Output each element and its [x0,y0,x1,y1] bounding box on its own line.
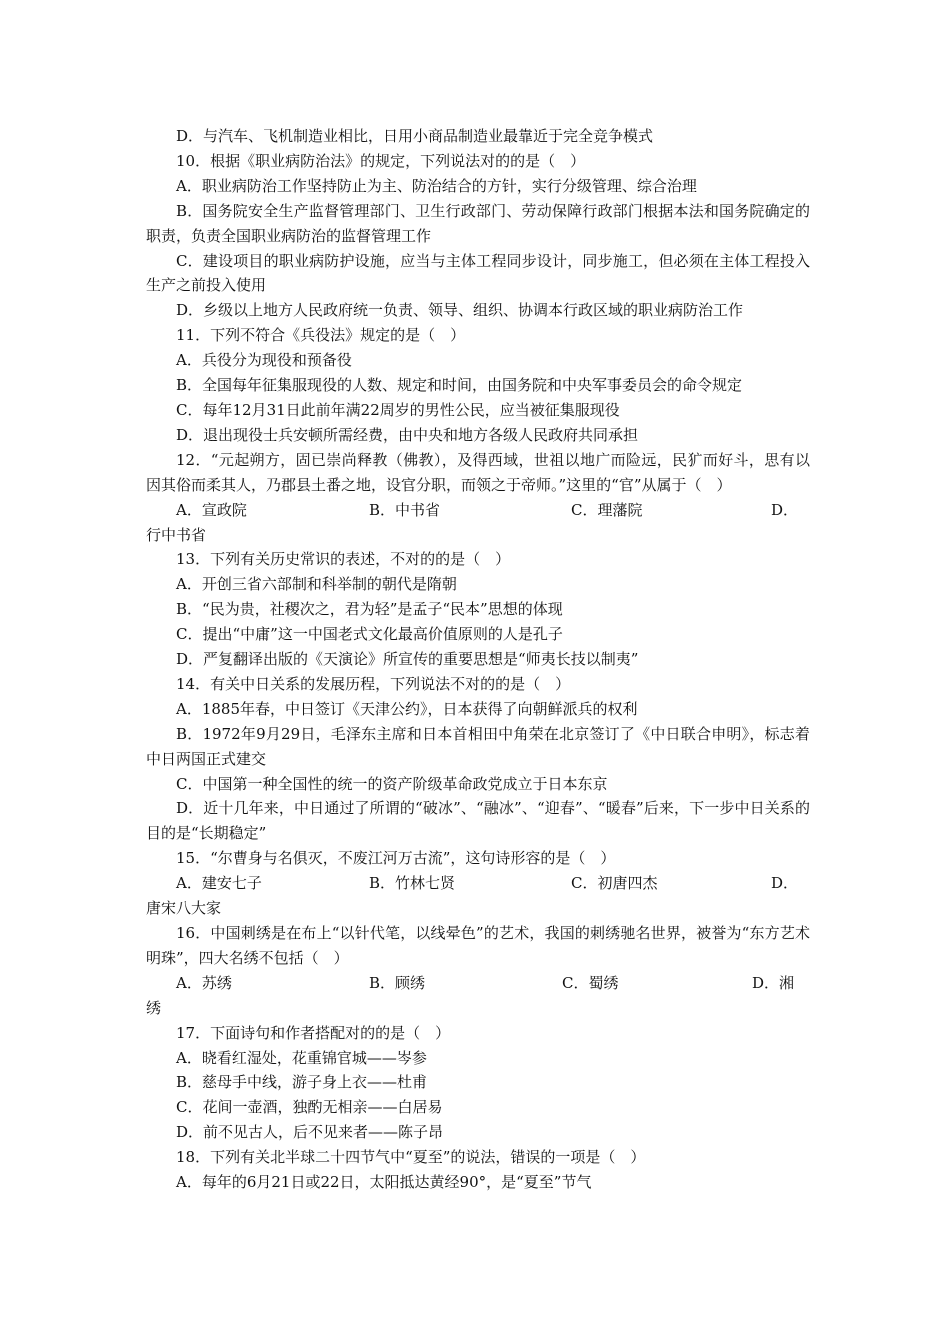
q14-stem: 14．有关中日关系的发展历程，下列说法不对的的是（ ） [176,674,571,693]
q15-option-a: A．建安七子 [176,874,262,893]
q16-options [146,971,810,996]
q12-option-b: B．中书省 [369,500,441,519]
q16-option-c: C．蜀绣 [562,973,619,992]
q13-stem: 13．下列有关历史常识的表述，不对的的是（ ） [176,550,511,569]
q10-option-b: B．国务院安全生产监督管理部门、卫生行政部门、劳动保障行政部门根据本法和国务院确定的职责，负责全国职业病防治的监督管理工作 [146,201,810,245]
q11-option-d: D．退出现役士兵安顿所需经费，由中央和地方各级人民政府共同承担 [176,425,639,444]
q10-option-d: D．乡级以上地方人民政府统一负责、领导、组织、协调本行政区域的职业病防治工作 [176,301,744,320]
q17-stem: 17．下面诗句和作者搭配对的的是（ ） [176,1023,451,1042]
q13-option-a: A．开创三省六部制和科举制的朝代是隋朝 [176,575,457,594]
q9-option-d: D．与汽车、飞机制造业相比，日用小商品制造业最靠近于完全竞争模式 [176,127,654,145]
q11-option-c: C．每年12月31日此前年满22周岁的男性公民，应当被征集服现役 [176,400,620,419]
q10-option-c: C．建设项目的职业病防护设施，应当与主体工程同步设计，同步施工，但必须在主体工程投入生产之前投入使用 [146,251,810,295]
q11-option-a: A．兵役分为现役和预备役 [176,351,352,370]
q15-option-d-text: 唐宋八大家 [146,899,222,918]
q18-option-a: A．每年的6月21日或22日，太阳抵达黄经90°，是“夏至”节气 [176,1173,592,1192]
q17-option-d: D．前不见古人，后不见来者——陈子昂 [176,1123,444,1142]
q16-option-b: B．顾绣 [369,973,426,992]
q17-option-c: C．花间一壶酒，独酌无相亲——白居易 [176,1098,443,1117]
q12-options [146,498,810,523]
q14-option-b: B．1972年9月29日，毛泽东主席和日本首相田中角荣在北京签订了《中日联合申明》，标志着中日两国正式建交 [146,724,810,768]
q14-option-a: A．1885年春，中日签订《天津公约》，日本获得了向朝鲜派兵的权利 [176,699,638,718]
q15-option-b: B．竹林七贤 [369,874,456,893]
q18-stem: 18．下列有关北半球二十四节气中“夏至”的说法，错误的一项是（ ） [176,1148,646,1167]
q14-option-c: C．中国第一种全国性的统一的资产阶级革命政党成立于日本东京 [176,774,608,793]
q16-option-a: A．苏绣 [176,973,232,992]
q15-option-d: D． [771,874,799,893]
q13-option-b: B．“民为贵，社稷次之，君为轻”是孟子“民本”思想的体现 [176,600,563,619]
q14-option-d: D．近十几年来，中日通过了所谓的“破冰”、“融冰”、“迎春”、“暖春”后来，下一步中日关系的目的是“长期稳定” [146,799,810,843]
q11-option-b: B．全国每年征集服现役的人数、规定和时间，由国务院和中央军事委员会的命令规定 [176,376,743,395]
q13-option-d: D．严复翻译出版的《天演论》所宣传的重要思想是“师夷长技以制夷” [176,650,639,669]
q12-option-d-text: 行中书省 [146,525,207,544]
q17-option-b: B．慈母手中线，游子身上衣——杜甫 [176,1073,428,1092]
q16-option-d: D．湘 [752,973,795,992]
q12-option-a: A．宣政院 [176,500,247,519]
q17-option-a: A．晓看红湿处，花重锦官城——岑参 [176,1048,427,1067]
q15-options [146,871,810,896]
q12-stem: 12．“元起朔方，固已崇尚释教（佛教），及得西域，世祖以地广而险远，民犷而好斗，思有以因其俗而柔其人，乃郡县土番之地，设官分职，而领之于帝师。”这里的“官”从属于（ ） [146,450,810,494]
q13-option-c: C．提出“中庸”这一中国老式文化最高价值原则的人是孔子 [176,625,563,644]
q11-stem: 11．下列不符合《兵役法》规定的是（ ） [176,326,466,345]
document-page [146,124,810,1195]
q15-option-c: C．初唐四杰 [571,874,658,893]
q10-option-a: A．职业病防治工作坚持防止为主、防治结合的方针，实行分级管理、综合治理 [176,176,697,195]
q10-stem: 10．根据《职业病防治法》的规定，下列说法对的的是（ ） [176,151,586,170]
q16-stem: 16．中国刺绣是在布上“以针代笔，以线晕色”的艺术，我国的刺绣驰名世界，被誉为“东方艺术明珠”，四大名绣不包括（ ） [146,924,810,967]
q16-option-d-text: 绣 [146,998,162,1017]
q15-stem: 15．“尔曹身与名俱灭，不废江河万古流”，这句诗形容的是（ ） [176,849,616,868]
q12-option-c: C．理藩院 [571,500,643,519]
q12-option-d: D． [771,500,799,519]
